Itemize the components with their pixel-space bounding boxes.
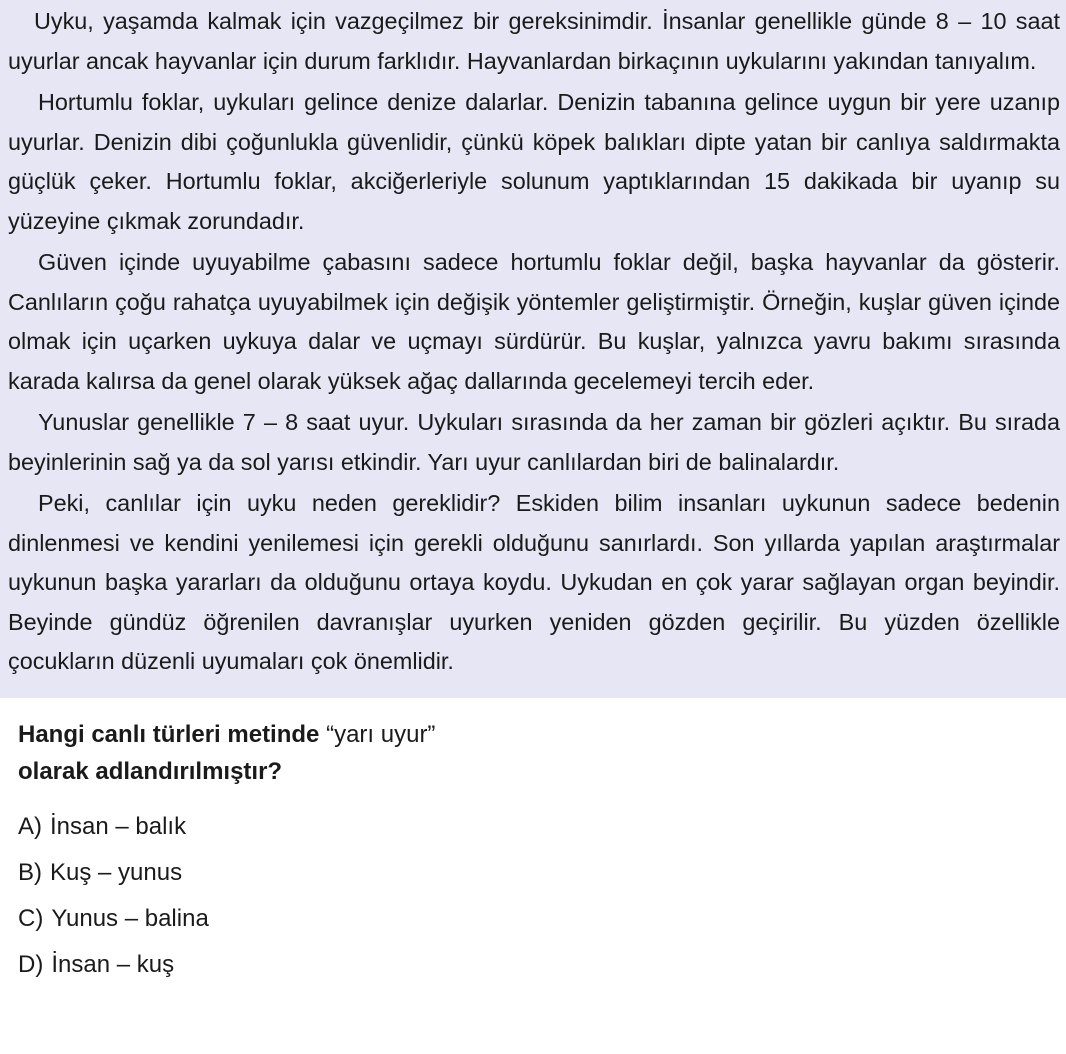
answer-options [18, 804, 1066, 988]
passage-paragraph-2: Hortumlu foklar, uykuları gelince denize dalarlar. Denizin tabanına gelince uygun bir yere uzanıp uyurlar. Denizin dibi çoğunlukla güvenlidir, çünkü köpek balıkları dipte yatan bir canlıya saldırmakta güçlük çeker. Hortumlu foklar, akciğerleriyle solunum yaptıklarından 15 dakikada bir uyanıp su yüzeyine çıkmak zorundadır. [8, 89, 1060, 234]
option-d-letter: D) [18, 950, 44, 978]
option-b-text: Kuş – yunus [50, 858, 183, 886]
passage-paragraph-4: Yunuslar genellikle 7 – 8 saat uyur. Uykuları sırasında da her zaman bir gözleri açıktır. Bu sırada beyinlerinin sağ ya da sol yarısı etkindir. Yarı uyur canlılardan biri de balinalardır. [8, 409, 1060, 475]
option-b-letter: B) [18, 858, 42, 886]
passage-paragraph-3: Güven içinde uyuyabilme çabasını sadece hortumlu foklar değil, başka hayvanlar da gösterir. Canlıların çoğu rahatça uyuyabilmek için değişik yöntemler geliştirmiştir. Örneğin, kuşlar güven içinde olmak için uçarken uykuya dalar ve uçmayı sürdürür. Bu kuşlar, yalnızca yavru bakımı sırasında karada kalırsa da genel olarak yüksek ağaç dallarında gecelemeyi tercih eder. [8, 249, 1060, 394]
option-d-text: İnsan – kuş [51, 950, 175, 978]
question-text-part1: Hangi canlı türleri metinde [18, 720, 320, 748]
question-stem [18, 716, 1066, 790]
option-c[interactable] [18, 896, 1066, 942]
option-a-letter: A) [18, 812, 42, 840]
question-quoted-term: “yarı uyur” [326, 720, 436, 748]
option-d[interactable] [18, 942, 1066, 988]
option-b[interactable] [18, 850, 1066, 896]
option-a[interactable] [18, 804, 1066, 850]
option-c-text: Yunus – balina [51, 904, 209, 932]
passage-paragraph-1: Uyku, yaşamda kalmak için vazgeçilmez bir gereksinimdir. İnsanlar genellikle günde 8 – 10 saat uyurlar ancak hayvanlar için durum farklıdır. Hayvanlardan birkaçının uykularını yakından tanıyalım. [8, 8, 1060, 74]
question-block [0, 698, 1066, 988]
option-c-letter: C) [18, 904, 44, 932]
question-text-part2: olarak adlandırılmıştır? [18, 757, 283, 785]
option-a-text: İnsan – balık [50, 812, 187, 840]
passage-paragraph-5: Peki, canlılar için uyku neden gereklidir? Eskiden bilim insanları uykunun sadece bedenin dinlenmesi ve kendini yenilemesi için gerekli olduğunu sanırlardı. Son yıllarda yapılan araştırmalar uykunun başka yararları da olduğunu ortaya koydu. Uykudan en çok yarar sağlayan organ beyindir. Beyinde gündüz öğrenilen davranışlar uyurken yeniden gözden geçirilir. Bu yüzden özellikle çocukların düzenli uyumaları çok önemlidir. [8, 490, 1060, 674]
